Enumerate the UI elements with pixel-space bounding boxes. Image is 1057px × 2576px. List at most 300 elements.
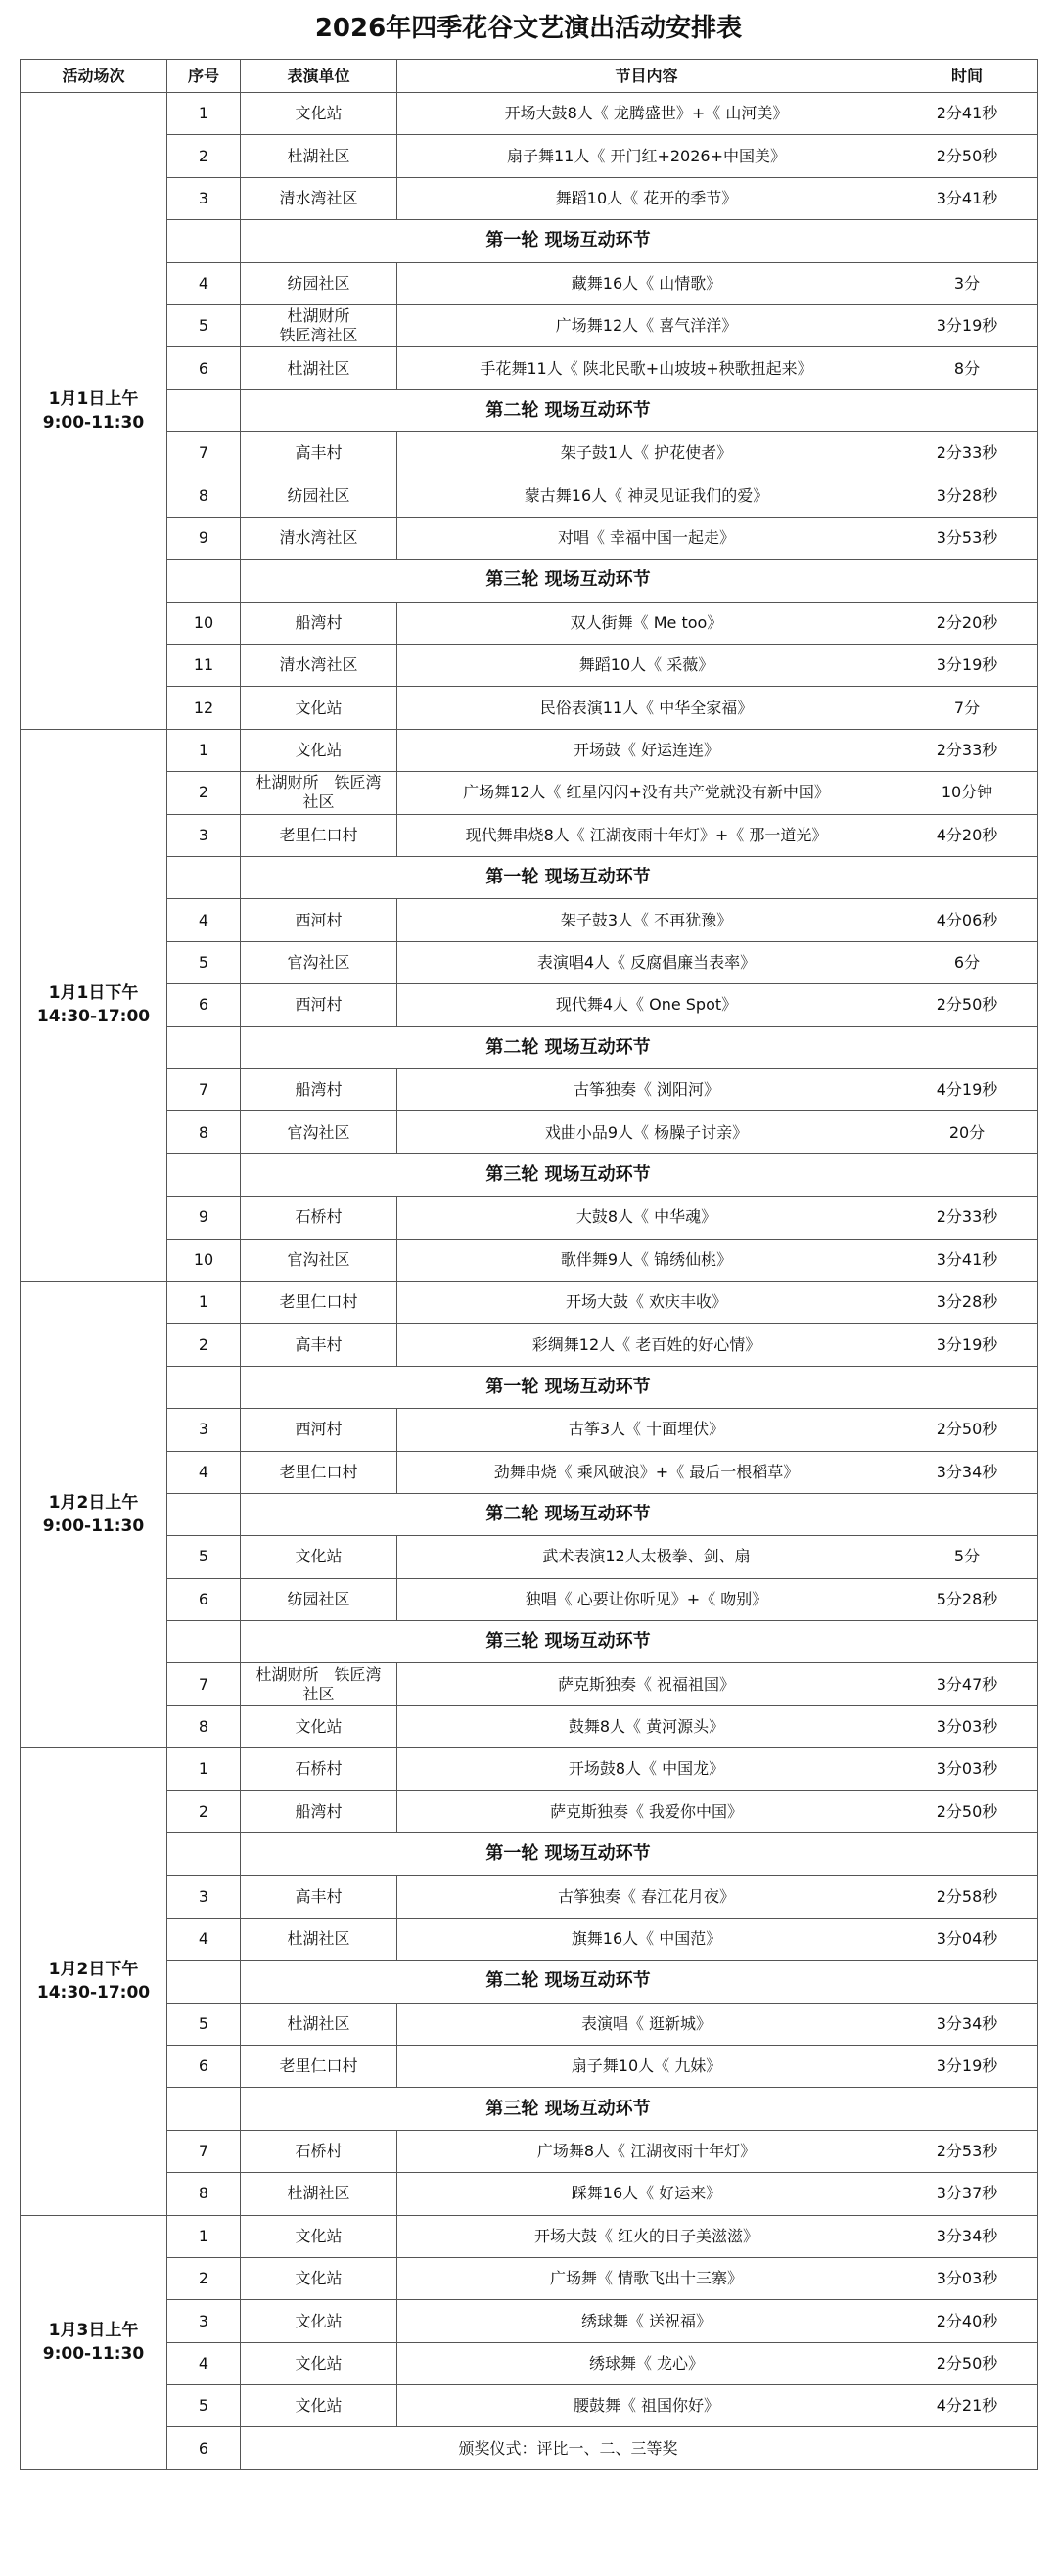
performer-unit-line: 文化站	[295, 1717, 343, 1737]
row-number: 6	[167, 347, 241, 389]
empty-cell	[896, 2427, 1038, 2469]
performer-unit-line: 石桥村	[295, 1207, 343, 1227]
performer-unit	[241, 941, 397, 983]
table-row	[21, 1281, 1038, 1323]
performer-unit-line: 清水湾社区	[279, 528, 358, 548]
round-row	[21, 1366, 1038, 1408]
performer-unit	[241, 1705, 397, 1747]
performer-unit	[241, 1663, 397, 1705]
schedule-table	[20, 59, 1038, 2470]
table-row	[21, 475, 1038, 517]
round-label: 第一轮 现场互动环节	[241, 857, 896, 899]
session-label-line: 14:30-17:00	[36, 1983, 151, 2004]
row-number: 8	[167, 1705, 241, 1747]
performer-unit	[241, 93, 397, 135]
duration: 3分19秒	[896, 304, 1038, 346]
performer-unit-line: 老里仁口村	[279, 1292, 358, 1312]
performer-unit-line: 铁匠湾社区	[279, 326, 358, 345]
program-content: 开场大鼓《 红火的日子美滋滋》	[397, 2215, 896, 2257]
round-row	[21, 1026, 1038, 1068]
duration: 7分	[896, 687, 1038, 729]
performer-unit-line: 老里仁口村	[279, 2056, 358, 2076]
table-row	[21, 2130, 1038, 2172]
performer-unit-line: 高丰村	[295, 1334, 343, 1354]
duration: 10分钟	[896, 772, 1038, 814]
performer-unit	[241, 1790, 397, 1832]
duration: 3分28秒	[896, 1281, 1038, 1323]
table-row	[21, 432, 1038, 475]
round-label: 第一轮 现场互动环节	[241, 1366, 896, 1408]
session-label-line: 14:30-17:00	[36, 1007, 151, 1027]
table-row	[21, 729, 1038, 771]
performer-unit	[241, 2385, 397, 2427]
performer-unit-line: 文化站	[295, 1547, 343, 1566]
performer-unit	[241, 1239, 397, 1281]
round-label: 第二轮 现场互动环节	[241, 1026, 896, 1068]
round-label: 第二轮 现场互动环节	[241, 1493, 896, 1535]
performer-unit-line: 官沟社区	[287, 953, 350, 972]
performer-unit	[241, 2173, 397, 2215]
table-row	[21, 262, 1038, 304]
table-row	[21, 1876, 1038, 1918]
performer-unit	[241, 984, 397, 1026]
table-row	[21, 1578, 1038, 1620]
performer-unit	[241, 645, 397, 687]
duration: 4分19秒	[896, 1068, 1038, 1110]
empty-cell	[896, 1833, 1038, 1876]
round-row	[21, 1833, 1038, 1876]
performer-unit	[241, 772, 397, 814]
table-row	[21, 1111, 1038, 1153]
program-content: 踩舞16人《 好运来》	[397, 2173, 896, 2215]
empty-cell	[896, 1961, 1038, 2003]
performer-unit	[241, 2130, 397, 2172]
table-row	[21, 899, 1038, 941]
award-row	[21, 2427, 1038, 2469]
row-number: 11	[167, 645, 241, 687]
session-label-line: 9:00-11:30	[42, 412, 145, 432]
row-number: 1	[167, 1281, 241, 1323]
program-content: 独唱《 心要让你听见》+《 吻别》	[397, 1578, 896, 1620]
table-row	[21, 2045, 1038, 2087]
performer-unit-line: 老里仁口村	[279, 1462, 358, 1481]
round-row	[21, 857, 1038, 899]
duration: 8分	[896, 347, 1038, 389]
program-content: 双人街舞《 Me too》	[397, 602, 896, 644]
table-row	[21, 1705, 1038, 1747]
empty-cell	[167, 1366, 241, 1408]
table-row	[21, 2173, 1038, 2215]
program-content: 鼓舞8人《 黄河源头》	[397, 1705, 896, 1747]
table-row	[21, 941, 1038, 983]
performer-unit	[241, 262, 397, 304]
duration: 2分58秒	[896, 1876, 1038, 1918]
performer-unit-line: 船湾村	[295, 1801, 343, 1821]
empty-cell	[896, 857, 1038, 899]
performer-unit-line: 社区	[302, 792, 335, 812]
performer-unit	[241, 729, 397, 771]
row-number: 1	[167, 729, 241, 771]
program-content: 开场鼓《 好运连连》	[397, 729, 896, 771]
table-row	[21, 93, 1038, 135]
duration: 2分33秒	[896, 1197, 1038, 1239]
performer-unit-line: 官沟社区	[287, 1122, 350, 1142]
round-row	[21, 2088, 1038, 2130]
header-row	[21, 60, 1038, 93]
performer-unit-line: 文化站	[295, 2396, 343, 2416]
table-row	[21, 984, 1038, 1026]
empty-cell	[167, 1833, 241, 1876]
performer-unit	[241, 1409, 397, 1451]
performer-unit	[241, 1578, 397, 1620]
duration: 2分50秒	[896, 1409, 1038, 1451]
row-number: 9	[167, 1197, 241, 1239]
table-row	[21, 1748, 1038, 1790]
round-label: 第二轮 现场互动环节	[241, 389, 896, 431]
table-row	[21, 602, 1038, 644]
row-number: 2	[167, 2257, 241, 2299]
program-content: 藏舞16人《 山情歌》	[397, 262, 896, 304]
performer-unit-line: 杜湖社区	[287, 1928, 350, 1948]
session-label-line: 1月1日下午	[48, 983, 139, 1004]
row-number: 1	[167, 1748, 241, 1790]
program-content: 对唱《 幸福中国一起走》	[397, 517, 896, 559]
program-content: 表演唱4人《 反腐倡廉当表率》	[397, 941, 896, 983]
round-label: 第三轮 现场互动环节	[241, 1153, 896, 1196]
row-number: 6	[167, 1578, 241, 1620]
table-row	[21, 645, 1038, 687]
program-content: 扇子舞10人《 九妹》	[397, 2045, 896, 2087]
performer-unit	[241, 2215, 397, 2257]
row-number: 5	[167, 941, 241, 983]
program-content: 架子鼓1人《 护花使者》	[397, 432, 896, 475]
performer-unit	[241, 687, 397, 729]
table-row	[21, 2342, 1038, 2384]
row-number: 4	[167, 2342, 241, 2384]
round-row	[21, 560, 1038, 602]
performer-unit-line: 杜湖社区	[287, 146, 350, 165]
row-number: 1	[167, 2215, 241, 2257]
performer-unit-line: 纺园社区	[287, 485, 350, 505]
row-number: 6	[167, 984, 241, 1026]
performer-unit	[241, 2003, 397, 2045]
row-number: 5	[167, 304, 241, 346]
performer-unit-line: 官沟社区	[287, 1249, 350, 1269]
row-number: 7	[167, 2130, 241, 2172]
table-row	[21, 135, 1038, 177]
empty-cell	[167, 389, 241, 431]
program-content: 舞蹈10人《 花开的季节》	[397, 177, 896, 219]
program-content: 扇子舞11人《 开门红+2026+中国美》	[397, 135, 896, 177]
performer-unit-line: 西河村	[295, 1420, 343, 1439]
duration: 3分	[896, 262, 1038, 304]
row-number: 9	[167, 517, 241, 559]
empty-cell	[896, 1026, 1038, 1068]
row-number: 3	[167, 2300, 241, 2342]
duration: 3分53秒	[896, 517, 1038, 559]
duration: 3分19秒	[896, 2045, 1038, 2087]
program-content: 蒙古舞16人《 神灵见证我们的爱》	[397, 475, 896, 517]
session-label-line: 9:00-11:30	[42, 1516, 145, 1537]
duration: 4分21秒	[896, 2385, 1038, 2427]
round-row	[21, 220, 1038, 262]
row-number: 2	[167, 135, 241, 177]
table-row	[21, 1918, 1038, 1960]
duration: 5分	[896, 1536, 1038, 1578]
session-label-line: 1月2日上午	[48, 1493, 139, 1514]
empty-cell	[896, 1153, 1038, 1196]
duration: 5分28秒	[896, 1578, 1038, 1620]
round-label: 第一轮 现场互动环节	[241, 220, 896, 262]
program-content: 广场舞12人《 红星闪闪+没有共产党就没有新中国》	[397, 772, 896, 814]
performer-unit-line: 文化站	[295, 2226, 343, 2245]
duration: 3分03秒	[896, 1705, 1038, 1747]
performer-unit-line: 石桥村	[295, 2141, 343, 2160]
performer-unit-line: 纺园社区	[287, 1589, 350, 1608]
performer-unit-line: 杜湖财所 铁匠湾	[255, 1664, 382, 1684]
performer-unit	[241, 1918, 397, 1960]
table-row	[21, 2215, 1038, 2257]
duration: 3分03秒	[896, 1748, 1038, 1790]
program-content: 舞蹈10人《 采薇》	[397, 645, 896, 687]
performer-unit	[241, 2342, 397, 2384]
performer-unit	[241, 1068, 397, 1110]
empty-cell	[167, 220, 241, 262]
duration: 2分50秒	[896, 984, 1038, 1026]
performer-unit-line: 船湾村	[295, 1080, 343, 1100]
program-content: 开场大鼓《 欢庆丰收》	[397, 1281, 896, 1323]
session-label	[21, 2215, 167, 2469]
row-number: 4	[167, 899, 241, 941]
empty-cell	[167, 560, 241, 602]
empty-cell	[167, 1153, 241, 1196]
performer-unit-line: 清水湾社区	[279, 188, 358, 207]
empty-cell	[167, 1961, 241, 2003]
duration: 3分41秒	[896, 177, 1038, 219]
row-number: 6	[167, 2427, 241, 2469]
performer-unit-line: 杜湖社区	[287, 2013, 350, 2033]
program-content: 广场舞《 情歌飞出十三寨》	[397, 2257, 896, 2299]
row-number: 12	[167, 687, 241, 729]
session-label-line: 1月1日上午	[48, 388, 139, 409]
performer-unit-line: 老里仁口村	[279, 825, 358, 844]
table-row	[21, 1790, 1038, 1832]
session-label-line: 9:00-11:30	[42, 2344, 145, 2365]
table-row	[21, 814, 1038, 856]
header-session: 活动场次	[21, 60, 167, 93]
award-label: 颁奖仪式：评比一、二、三等奖	[241, 2427, 896, 2469]
performer-unit-line: 清水湾社区	[279, 655, 358, 675]
program-content: 现代舞4人《 One Spot》	[397, 984, 896, 1026]
duration: 3分34秒	[896, 2215, 1038, 2257]
round-row	[21, 1493, 1038, 1535]
program-content: 腰鼓舞《 祖国你好》	[397, 2385, 896, 2427]
program-content: 广场舞12人《 喜气洋洋》	[397, 304, 896, 346]
round-label: 第三轮 现场互动环节	[241, 1621, 896, 1663]
empty-cell	[896, 389, 1038, 431]
empty-cell	[896, 560, 1038, 602]
row-number: 6	[167, 2045, 241, 2087]
empty-cell	[896, 2088, 1038, 2130]
row-number: 2	[167, 1324, 241, 1366]
program-content: 表演唱《 逛新城》	[397, 2003, 896, 2045]
session-label	[21, 729, 167, 1281]
performer-unit	[241, 2257, 397, 2299]
performer-unit	[241, 304, 397, 346]
duration: 3分03秒	[896, 2257, 1038, 2299]
row-number: 4	[167, 1918, 241, 1960]
row-number: 3	[167, 814, 241, 856]
program-content: 开场鼓8人《 中国龙》	[397, 1748, 896, 1790]
program-content: 武术表演12人太极拳、剑、扇	[397, 1536, 896, 1578]
session-label-line: 1月3日上午	[48, 2321, 139, 2341]
program-content: 古筝独奏《 春江花月夜》	[397, 1876, 896, 1918]
performer-unit	[241, 432, 397, 475]
performer-unit	[241, 517, 397, 559]
row-number: 3	[167, 1876, 241, 1918]
session-label	[21, 1748, 167, 2215]
header-time: 时间	[896, 60, 1038, 93]
performer-unit	[241, 475, 397, 517]
program-content: 古筝独奏《 浏阳河》	[397, 1068, 896, 1110]
duration: 2分50秒	[896, 1790, 1038, 1832]
performer-unit-line: 杜湖财所	[287, 306, 350, 326]
program-content: 旗舞16人《 中国范》	[397, 1918, 896, 1960]
session-label-line: 1月2日下午	[48, 1960, 139, 1980]
table-row	[21, 347, 1038, 389]
empty-cell	[167, 857, 241, 899]
row-number: 5	[167, 2003, 241, 2045]
program-content: 绣球舞《 送祝福》	[397, 2300, 896, 2342]
program-content: 彩绸舞12人《 老百姓的好心情》	[397, 1324, 896, 1366]
schedule-body	[21, 93, 1038, 2470]
header-unit: 表演单位	[241, 60, 397, 93]
table-row	[21, 1068, 1038, 1110]
duration: 2分20秒	[896, 602, 1038, 644]
performer-unit	[241, 2300, 397, 2342]
round-label: 第二轮 现场互动环节	[241, 1961, 896, 2003]
header-number: 序号	[167, 60, 241, 93]
table-row	[21, 2003, 1038, 2045]
round-row	[21, 1961, 1038, 2003]
row-number: 10	[167, 1239, 241, 1281]
table-row	[21, 1197, 1038, 1239]
row-number: 4	[167, 1451, 241, 1493]
duration: 2分50秒	[896, 2342, 1038, 2384]
performer-unit-line: 纺园社区	[287, 273, 350, 293]
duration: 6分	[896, 941, 1038, 983]
performer-unit	[241, 135, 397, 177]
performer-unit	[241, 899, 397, 941]
performer-unit-line: 杜湖社区	[287, 2184, 350, 2203]
performer-unit-line: 船湾村	[295, 612, 343, 632]
duration: 4分20秒	[896, 814, 1038, 856]
duration: 2分40秒	[896, 2300, 1038, 2342]
empty-cell	[167, 1026, 241, 1068]
round-row	[21, 1153, 1038, 1196]
header-program: 节目内容	[397, 60, 896, 93]
performer-unit-line: 高丰村	[295, 1886, 343, 1906]
duration: 2分53秒	[896, 2130, 1038, 2172]
row-number: 7	[167, 1663, 241, 1705]
table-row	[21, 687, 1038, 729]
duration: 2分50秒	[896, 135, 1038, 177]
performer-unit	[241, 602, 397, 644]
performer-unit-line: 文化站	[295, 104, 343, 123]
performer-unit	[241, 1451, 397, 1493]
program-content: 萨克斯独奏《 我爱你中国》	[397, 1790, 896, 1832]
performer-unit-line: 社区	[302, 1684, 335, 1703]
performer-unit-line: 文化站	[295, 741, 343, 760]
performer-unit-line: 杜湖社区	[287, 358, 350, 378]
performer-unit-line: 西河村	[295, 995, 343, 1015]
row-number: 10	[167, 602, 241, 644]
table-row	[21, 1324, 1038, 1366]
row-number: 8	[167, 2173, 241, 2215]
duration: 20分	[896, 1111, 1038, 1153]
performer-unit-line: 西河村	[295, 910, 343, 929]
round-label: 第三轮 现场互动环节	[241, 2088, 896, 2130]
empty-cell	[167, 2088, 241, 2130]
duration: 3分28秒	[896, 475, 1038, 517]
table-row	[21, 772, 1038, 814]
empty-cell	[896, 1366, 1038, 1408]
performer-unit	[241, 2045, 397, 2087]
performer-unit	[241, 1536, 397, 1578]
row-number: 8	[167, 1111, 241, 1153]
round-label: 第一轮 现场互动环节	[241, 1833, 896, 1876]
duration: 3分34秒	[896, 1451, 1038, 1493]
program-content: 古筝3人《 十面埋伏》	[397, 1409, 896, 1451]
table-row	[21, 2385, 1038, 2427]
table-row	[21, 2300, 1038, 2342]
table-row	[21, 517, 1038, 559]
duration: 3分41秒	[896, 1239, 1038, 1281]
row-number: 7	[167, 1068, 241, 1110]
performer-unit-line: 文化站	[295, 2311, 343, 2330]
program-content: 劲舞串烧《 乘风破浪》+《 最后一根稻草》	[397, 1451, 896, 1493]
table-row	[21, 177, 1038, 219]
empty-cell	[896, 1493, 1038, 1535]
performer-unit	[241, 347, 397, 389]
table-row	[21, 2257, 1038, 2299]
program-content: 民俗表演11人《 中华全家福》	[397, 687, 896, 729]
performer-unit-line: 高丰村	[295, 443, 343, 463]
table-row	[21, 1409, 1038, 1451]
table-row	[21, 1451, 1038, 1493]
round-row	[21, 389, 1038, 431]
program-content: 歌伴舞9人《 锦绣仙桃》	[397, 1239, 896, 1281]
row-number: 8	[167, 475, 241, 517]
program-content: 手花舞11人《 陕北民歌+山坡坡+秧歌扭起来》	[397, 347, 896, 389]
performer-unit-line: 石桥村	[295, 1759, 343, 1779]
session-label	[21, 1281, 167, 1747]
program-content: 大鼓8人《 中华魂》	[397, 1197, 896, 1239]
table-row	[21, 1663, 1038, 1705]
row-number: 7	[167, 432, 241, 475]
duration: 3分34秒	[896, 2003, 1038, 2045]
row-number: 3	[167, 1409, 241, 1451]
performer-unit	[241, 814, 397, 856]
table-row	[21, 1239, 1038, 1281]
row-number: 5	[167, 1536, 241, 1578]
performer-unit	[241, 177, 397, 219]
program-content: 戏曲小品9人《 杨臊子讨亲》	[397, 1111, 896, 1153]
performer-unit	[241, 1748, 397, 1790]
program-content: 萨克斯独奏《 祝福祖国》	[397, 1663, 896, 1705]
performer-unit	[241, 1324, 397, 1366]
table-row	[21, 1536, 1038, 1578]
